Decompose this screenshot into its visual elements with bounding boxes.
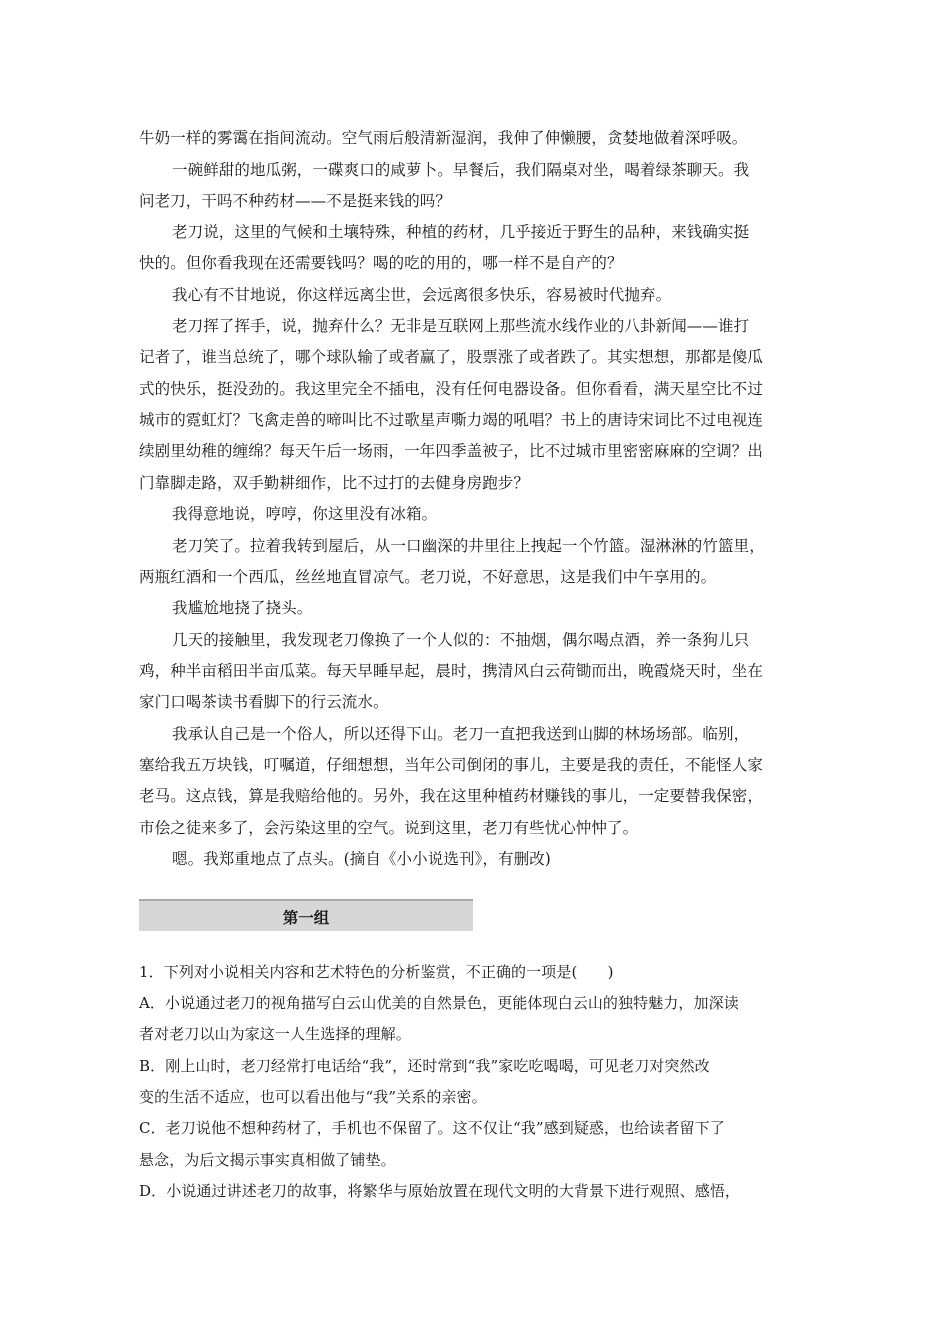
- story-line: 市侩之徒来多了，会污染这里的空气。说到这里，老刀有些忧心忡忡了。: [139, 819, 639, 837]
- story-line: 我心有不甘地说，你这样远离尘世，会远离很多快乐，容易被时代抛弃。: [172, 286, 672, 304]
- question-option-c-cont: 悬念，为后文揭示事实真相做了铺垫。: [139, 1151, 396, 1169]
- story-line: 老刀说，这里的气候和土壤特殊，种植的药材，几乎接近于野生的品种，来钱确实挺: [172, 223, 750, 241]
- question-option-b-cont: 变的生活不适应，也可以看出他与“我”关系的亲密。: [139, 1088, 487, 1106]
- story-line: 门靠脚走路，双手勤耕细作，比不过打的去健身房跑步？: [139, 474, 530, 492]
- story-line: 式的快乐，挺没劲的。我这里完全不插电，没有任何电器设备。但你看看，满天星空比不过: [139, 380, 764, 398]
- question-stem: 1．下列对小说相关内容和艺术特色的分析鉴赏，不正确的一项是( ): [139, 963, 614, 981]
- story-line: 塞给我五万块钱，叮嘱道，仔细想想，当年公司倒闭的事儿，主要是我的责任，不能怪人家: [139, 756, 764, 774]
- question-option-c: C．老刀说他不想种药材了，手机也不保留了。这不仅让“我”感到疑惑，也给读者留下了: [139, 1119, 725, 1137]
- story-line: 记者了，谁当总统了，哪个球队输了或者赢了，股票涨了或者跌了。其实想想，那都是傻瓜: [139, 348, 764, 366]
- story-line: 快的。但你看我现在还需要钱吗？喝的吃的用的，哪一样不是自产的？: [139, 254, 623, 272]
- story-line: 老刀笑了。拉着我转到屋后，从一口幽深的井里往上拽起一个竹篮。湿淋淋的竹篮里，: [172, 537, 765, 555]
- story-line: 我得意地说，哼哼，你这里没有冰箱。: [172, 505, 438, 523]
- story-line: 我尴尬地挠了挠头。: [172, 599, 313, 617]
- story-line: 城市的霓虹灯？飞禽走兽的啼叫比不过歌星声嘶力竭的吼唱？书上的唐诗宋词比不过电视连: [139, 411, 764, 429]
- story-line: 两瓶红酒和一个西瓜，丝丝地直冒凉气。老刀说，不好意思，这是我们中午享用的。: [139, 568, 717, 586]
- story-line: 几天的接触里，我发现老刀像换了一个人似的：不抽烟，偶尔喝点酒，养一条狗儿只: [172, 631, 750, 649]
- story-line: 问老刀，干吗不种药材——不是挺来钱的吗？: [139, 192, 452, 210]
- question-option-b: B．刚上山时，老刀经常打电话给“我”，还时常到“我”家吃吃喝喝，可见老刀对突然改: [139, 1057, 710, 1075]
- story-line: 老马。这点钱，算是我赔给他的。另外，我在这里种植药材赚钱的事儿，一定要替我保密，: [139, 787, 764, 805]
- story-line: 老刀挥了挥手，说，抛弃什么？无非是互联网上那些流水线作业的八卦新闻——谁打: [172, 317, 750, 335]
- story-line: 家门口喝茶读书看脚下的行云流水。: [139, 693, 389, 711]
- story-line: 鸡，种半亩稻田半亩瓜菜。每天早睡早起，晨时，携清风白云荷锄而出，晚霞烧天时，坐在: [139, 662, 764, 680]
- question-option-a-cont: 者对老刀以山为家这一人生选择的理解。: [139, 1025, 411, 1043]
- section-header: [139, 899, 473, 931]
- question-option-a: A．小说通过老刀的视角描写白云山优美的自然景色，更能体现白云山的独特魅力，加深读: [139, 994, 739, 1012]
- story-line: 一碗鲜甜的地瓜粥，一碟爽口的咸萝卜。早餐后，我们隔桌对坐，喝着绿茶聊天。我: [172, 161, 750, 179]
- section-title: 第一组: [282, 909, 330, 927]
- story-line: 牛奶一样的雾霭在指间流动。空气雨后般清新湿润，我伸了伸懒腰，贪婪地做着深呼吸。: [139, 129, 748, 147]
- story-line: 嗯。我郑重地点了点头。(摘自《小小说选刊》，有删改): [172, 850, 551, 868]
- story-line: 续剧里幼稚的缠绵？每天午后一场雨，一年四季盖被子，比不过城市里密密麻麻的空调？出: [139, 442, 764, 460]
- question-option-d: D．小说通过讲述老刀的故事，将繁华与原始放置在现代文明的大背景下进行观照、感悟，: [139, 1182, 741, 1200]
- story-line: 我承认自己是一个俗人，所以还得下山。老刀一直把我送到山脚的林场场部。临别，: [172, 725, 750, 743]
